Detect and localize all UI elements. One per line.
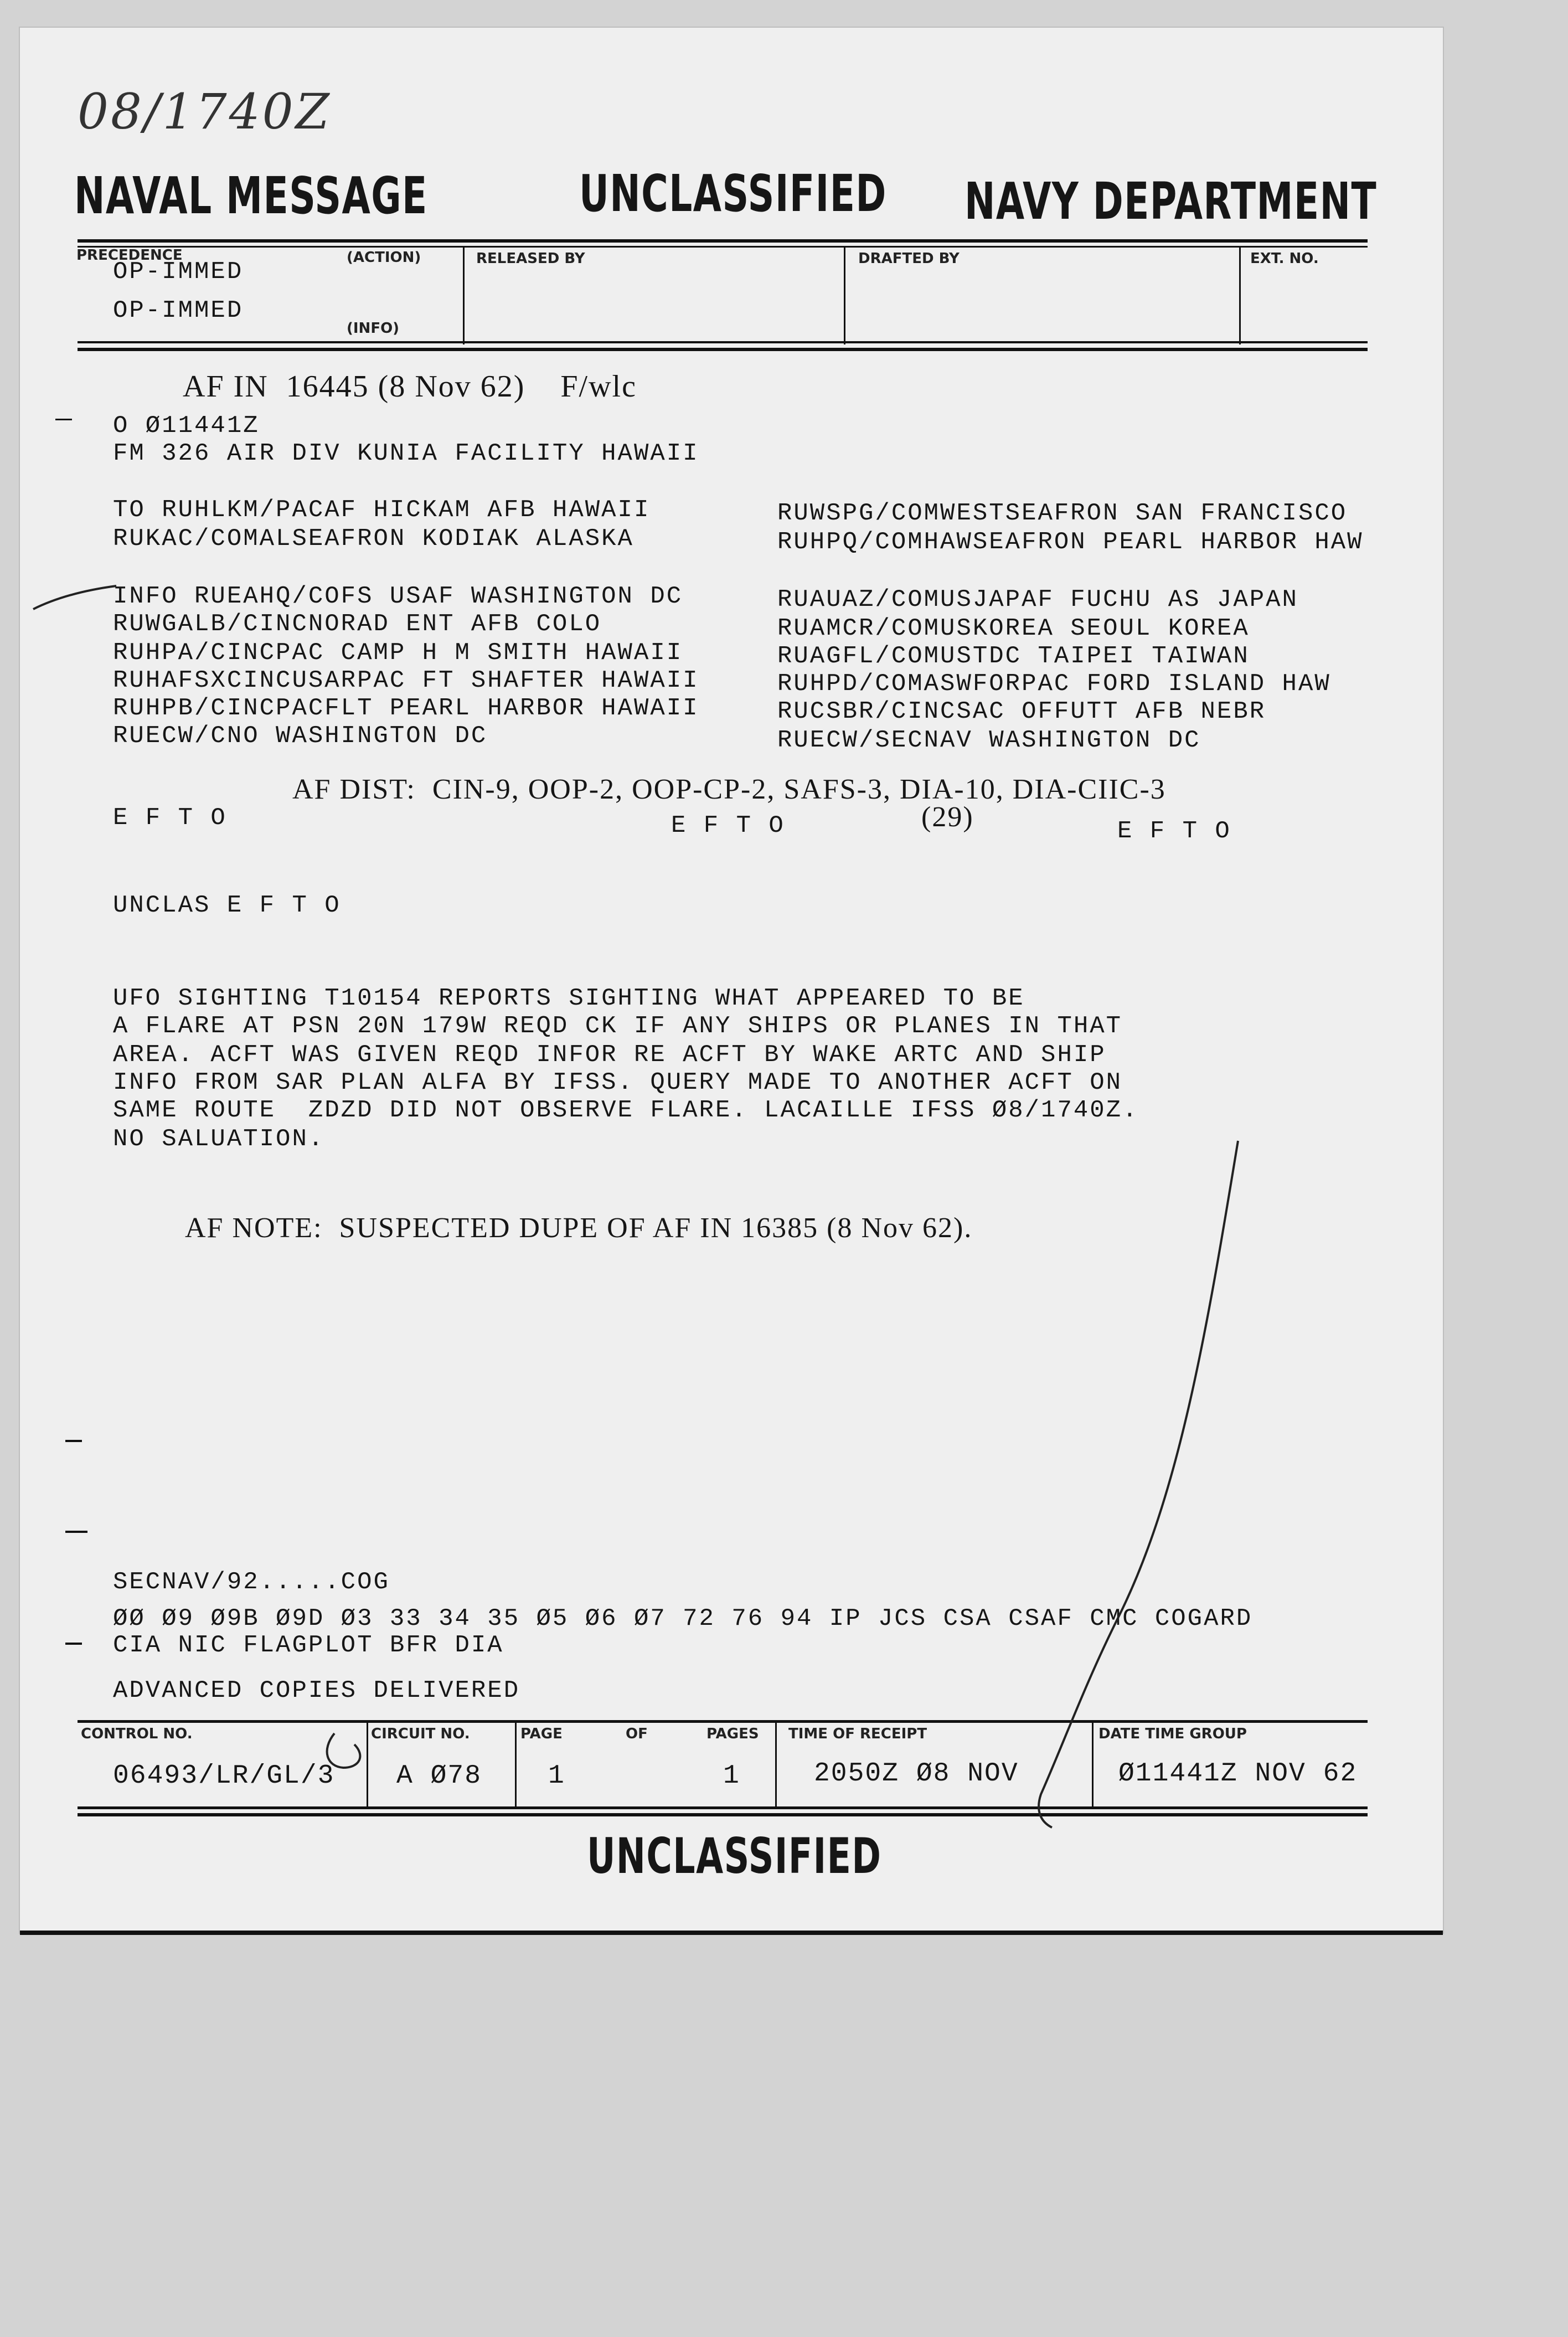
distribution-count: (29) <box>921 801 974 833</box>
precedence-info-value: OP-IMMED <box>113 297 244 325</box>
secnav-line: SECNAV/92.....COG <box>113 1568 390 1596</box>
distribution-continued: CIA NIC FLAGPLOT BFR DIA <box>113 1631 504 1659</box>
margin-bracket-stroke <box>33 586 116 609</box>
header-naval-message: NAVAL MESSAGE <box>74 166 428 225</box>
to-left-line: RUKAC/COMALSEAFRON KODIAK ALASKA <box>113 525 634 553</box>
info-left-line: RUECW/CNO WASHINGTON DC <box>113 722 488 750</box>
body-line: AREA. ACFT WAS GIVEN REQD INFOR RE ACFT BY WAKE ARTC AND SHIP <box>113 1041 1106 1069</box>
to-left-line: TO RUHLKM/PACAF HICKAM AFB HAWAII <box>113 496 651 524</box>
page-label: PAGE <box>520 1726 563 1742</box>
body-line: UFO SIGHTING T10154 REPORTS SIGHTING WHAT APPEARED TO BE <box>113 985 1025 1012</box>
efto-marker: E F T O <box>671 812 785 840</box>
advanced-copies: ADVANCED COPIES DELIVERED <box>113 1677 520 1705</box>
ext-no-label: EXT. NO. <box>1250 250 1319 267</box>
af-distribution: AF DIST: CIN-9, OOP-2, OOP-CP-2, SAFS-3, DIA-10, DIA-CIIC-3 <box>292 774 1166 805</box>
of-label: OF <box>626 1726 648 1742</box>
to-right-line: RUHPQ/COMHAWSEAFRON PEARL HARBOR HAW <box>777 528 1364 556</box>
message-dtg: O Ø11441Z <box>113 412 260 440</box>
info-right-line: RUHPD/COMASWFORPAC FORD ISLAND HAW <box>777 670 1331 698</box>
body-line: INFO FROM SAR PLAN ALFA BY IFSS. QUERY MADE TO ANOTHER ACFT ON <box>113 1069 1123 1097</box>
to-right-line: RUWSPG/COMWESTSEAFRON SAN FRANCISCO <box>777 500 1348 527</box>
precedence-action-value: OP-IMMED <box>113 258 244 286</box>
header-classification: UNCLASSIFIED <box>579 164 887 223</box>
efto-marker: E F T O <box>113 804 227 832</box>
info-left-line: RUWGALB/CINCNORAD ENT AFB COLO <box>113 610 602 638</box>
info-right-line: RUCSBR/CINCSAC OFFUTT AFB NEBR <box>777 698 1266 725</box>
body-line: A FLARE AT PSN 20N 179W REQD CK IF ANY SHIPS OR PLANES IN THAT <box>113 1012 1123 1040</box>
info-right-line: RUAMCR/COMUSKOREA SEOUL KOREA <box>777 615 1250 642</box>
info-left-line: RUHPB/CINCPACFLT PEARL HARBOR HAWAII <box>113 694 699 722</box>
date-time-group-value: Ø11441Z NOV 62 <box>1118 1759 1358 1789</box>
precedence-label: PRECEDENCE <box>76 247 183 264</box>
control-no-value: 06493/LR/GL/3 <box>113 1761 335 1791</box>
info-right-line: RUAUAZ/COMUSJAPAF FUCHU AS JAPAN <box>777 586 1298 614</box>
pages-value: 1 <box>723 1761 740 1791</box>
info-label: (INFO) <box>347 320 400 337</box>
info-left-line: RUHAFSXCINCUSARPAC FT SHAFTER HAWAII <box>113 667 699 694</box>
handwritten-note: 08/1740Z <box>78 83 332 140</box>
info-left-line: INFO RUEAHQ/COFS USAF WASHINGTON DC <box>113 583 683 610</box>
efto-marker: E F T O <box>1117 817 1231 845</box>
time-of-receipt-value: 2050Z Ø8 NOV <box>814 1759 1019 1789</box>
page-value: 1 <box>548 1761 565 1791</box>
info-right-line: RUECW/SECNAV WASHINGTON DC <box>777 727 1201 754</box>
released-by-label: RELEASED BY <box>476 250 585 267</box>
pages-label: PAGES <box>706 1726 759 1742</box>
info-left-line: RUHPA/CINCPAC CAMP H M SMITH HAWAII <box>113 639 683 667</box>
body-line: SAME ROUTE ZDZD DID NOT OBSERVE FLARE. LACAILLE IFSS Ø8/1740Z. <box>113 1097 1139 1124</box>
distribution-codes: ØØ Ø9 Ø9B Ø9D Ø3 33 34 35 Ø5 Ø6 Ø7 72 76 94 IP JCS CSA CSAF CMC COGARD <box>113 1605 1253 1633</box>
body-line: NO SALUATION. <box>113 1125 325 1153</box>
unclas-efto-line: UNCLAS E F T O <box>113 892 341 919</box>
route-signature-stroke <box>1039 1141 1238 1828</box>
af-note: AF NOTE: SUSPECTED DUPE OF AF IN 16385 (8 Nov 62). <box>185 1212 973 1244</box>
date-time-group-label: DATE TIME GROUP <box>1098 1726 1247 1742</box>
control-number-loop <box>327 1733 360 1768</box>
drafted-by-label: DRAFTED BY <box>858 250 960 267</box>
action-label: (ACTION) <box>347 249 421 266</box>
footer-classification: UNCLASSIFIED <box>587 1828 882 1885</box>
circuit-no-label: CIRCUIT NO. <box>371 1726 470 1742</box>
af-in-line: AF IN 16445 (8 Nov 62) F/wlc <box>183 369 637 404</box>
header-navy-department: NAVY DEPARTMENT <box>964 172 1378 231</box>
message-from: FM 326 AIR DIV KUNIA FACILITY HAWAII <box>113 440 699 467</box>
info-right-line: RUAGFL/COMUSTDC TAIPEI TAIWAN <box>777 642 1250 670</box>
circuit-no-value: A Ø78 <box>396 1761 482 1791</box>
control-no-label: CONTROL NO. <box>81 1726 193 1742</box>
time-of-receipt-label: TIME OF RECEIPT <box>788 1726 927 1742</box>
